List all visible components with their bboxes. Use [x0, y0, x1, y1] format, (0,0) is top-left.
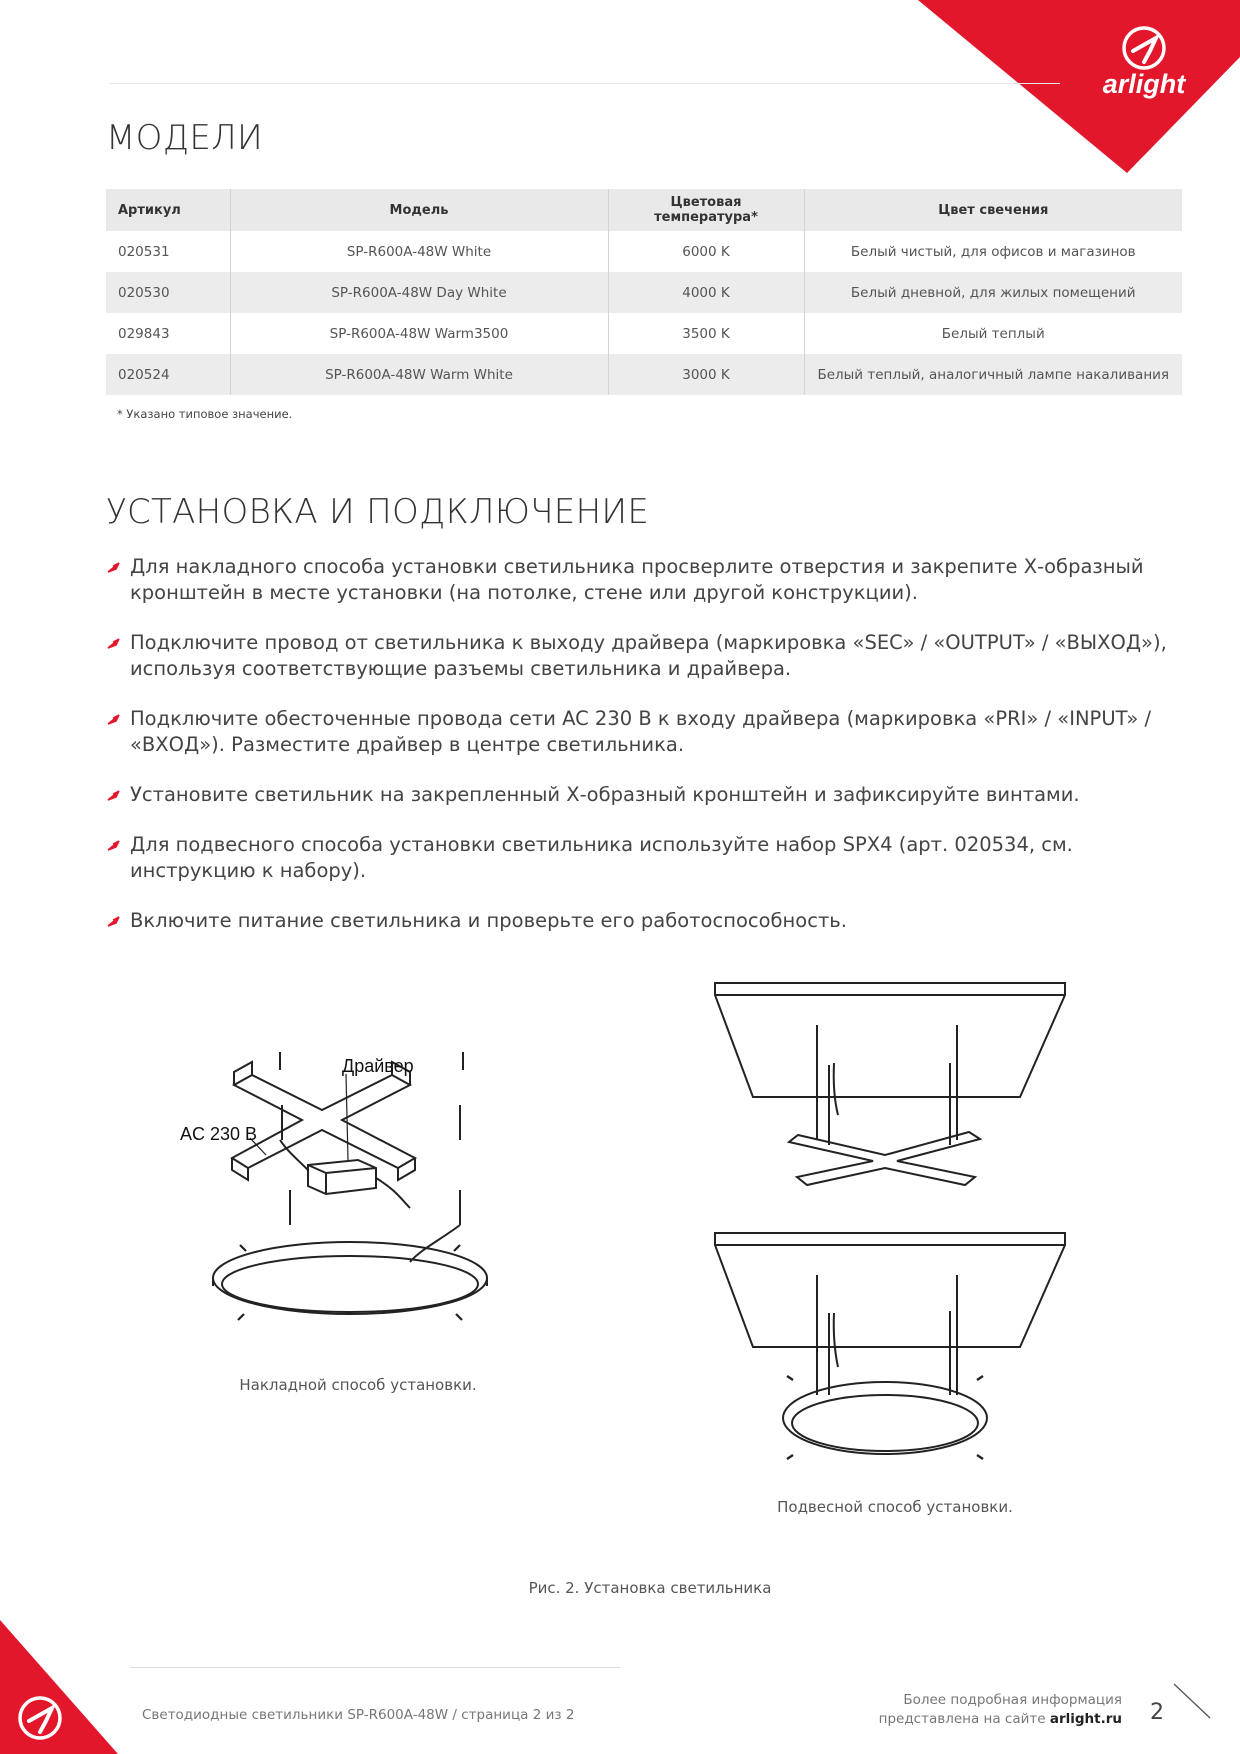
driver-box [308, 1160, 376, 1194]
list-item [106, 782, 1186, 808]
install-heading: УСТАНОВКА И ПОДКЛЮЧЕНИЕ [106, 492, 650, 532]
cell-temperature: 3000 K [608, 354, 804, 395]
driver-label: Драйвер [342, 1056, 414, 1076]
cell-temperature: 4000 K [608, 272, 804, 313]
list-item [106, 908, 1186, 934]
header-article: Артикул [106, 189, 230, 231]
step-text: Для подвесного способа установки светильника используйте набор SPX4 (арт. 020534, см. инструкцию к набору). [130, 833, 1073, 882]
list-item [106, 630, 1186, 682]
figure-caption: Рис. 2. Установка светильника [528, 1579, 772, 1597]
suspended-x-bracket [789, 1132, 980, 1185]
red-arrow-bullet-icon [106, 560, 122, 574]
footer-site-link[interactable]: arlight.ru [1049, 1711, 1122, 1727]
step-text: Подключите обесточенные провода сети AC 230 В к входу драйвера (маркировка «PRI» / «INPUT» / «ВХОД»). Разместите драйвер в центре светильника. [130, 707, 1152, 756]
install-steps-list [106, 554, 1186, 958]
table-row [106, 272, 1182, 313]
cell-model: SP-R600A-48W Day White [230, 272, 608, 313]
table-row [106, 313, 1182, 354]
round-panel-inner [222, 1256, 478, 1312]
cell-temperature: 6000 K [608, 231, 804, 272]
header-light-color: Цвет свечения [804, 189, 1182, 231]
header-color-temperature: Цветовая температура* [608, 189, 804, 231]
footer-divider [130, 1667, 620, 1668]
table-header-row [106, 189, 1182, 231]
red-arrow-bullet-icon [106, 788, 122, 802]
red-arrow-bullet-icon [106, 712, 122, 726]
ac-input-label: AC 230 В [180, 1124, 258, 1144]
cell-article: 029843 [118, 325, 170, 342]
list-item [106, 706, 1186, 758]
footer-info-line1: Более подробная информация [903, 1692, 1122, 1708]
step-text: Установите светильник на закрепленный Х-образный кронштейн и зафиксируйте винтами. [130, 783, 1080, 806]
ceiling-panel-bottom [715, 1233, 1065, 1347]
cell-article: 020530 [106, 272, 230, 313]
cell-model: SP-R600A-48W Warm White [230, 354, 608, 395]
footer-info-line2: представлена на сайте arlight.ru [878, 1711, 1122, 1727]
step-text: Включите питание светильника и проверьте его работоспособность. [130, 909, 847, 932]
ceiling-panel-top [715, 983, 1065, 1097]
cell-light-color: Белый теплый [804, 313, 1182, 354]
red-arrow-bullet-icon [106, 636, 122, 650]
corner-brand-footer [0, 1610, 140, 1754]
suspended-round-panel [783, 1382, 987, 1454]
page-number: 2 [1150, 1700, 1164, 1725]
corner-brand-banner [0, 0, 1240, 200]
step-text: Подключите провод от светильника к выходу драйвера (маркировка «SEC» / «OUTPUT» / «ВЫХОД»), используя соответствующие разъемы светильника и драйвера. [130, 631, 1167, 680]
cell-article: 020531 [118, 243, 170, 260]
suspended-mount-diagram [705, 975, 1075, 1470]
footer-info [879, 1691, 1122, 1729]
table-row [106, 354, 1182, 395]
page-corner-slash-icon [1172, 1682, 1220, 1722]
surface-mount-diagram [170, 1040, 530, 1340]
cell-article: 020524 [106, 354, 230, 395]
caption-surface-mount: Накладной способ установки. [239, 1376, 477, 1394]
header-model: Модель [230, 189, 608, 231]
list-item [106, 832, 1186, 884]
x-bracket [232, 1075, 415, 1168]
list-item [106, 554, 1186, 606]
cell-temperature: 3500 K [608, 313, 804, 354]
red-arrow-bullet-icon [106, 838, 122, 852]
models-heading: МОДЕЛИ [106, 118, 264, 158]
table-row [106, 231, 1182, 272]
cell-light-color: Белый теплый, аналогичный лампе накаливания [804, 354, 1182, 395]
table-footnote: * Указано типовое значение. [117, 407, 293, 421]
top-divider [110, 83, 1060, 84]
cell-light-color: Белый чистый, для офисов и магазинов [804, 231, 1182, 272]
cell-model: SP-R600A-48W White [230, 231, 608, 272]
red-arrow-bullet-icon [106, 914, 122, 928]
models-table [106, 189, 1182, 395]
footer-document-title: Светодиодные светильники SP-R600A-48W / страница 2 из 2 [142, 1707, 575, 1723]
cell-model: SP-R600A-48W Warm3500 [230, 313, 608, 354]
cell-light-color: Белый дневной, для жилых помещений [804, 272, 1182, 313]
logo-wordmark: arlight [1102, 69, 1186, 99]
step-text: Для накладного способа установки светильника просверлите отверстия и закрепите Х-образный кронштейн в месте установки (на потолке, стене или другой конструкции). [130, 555, 1144, 604]
caption-suspended-mount: Подвесной способ установки. [777, 1498, 1013, 1516]
